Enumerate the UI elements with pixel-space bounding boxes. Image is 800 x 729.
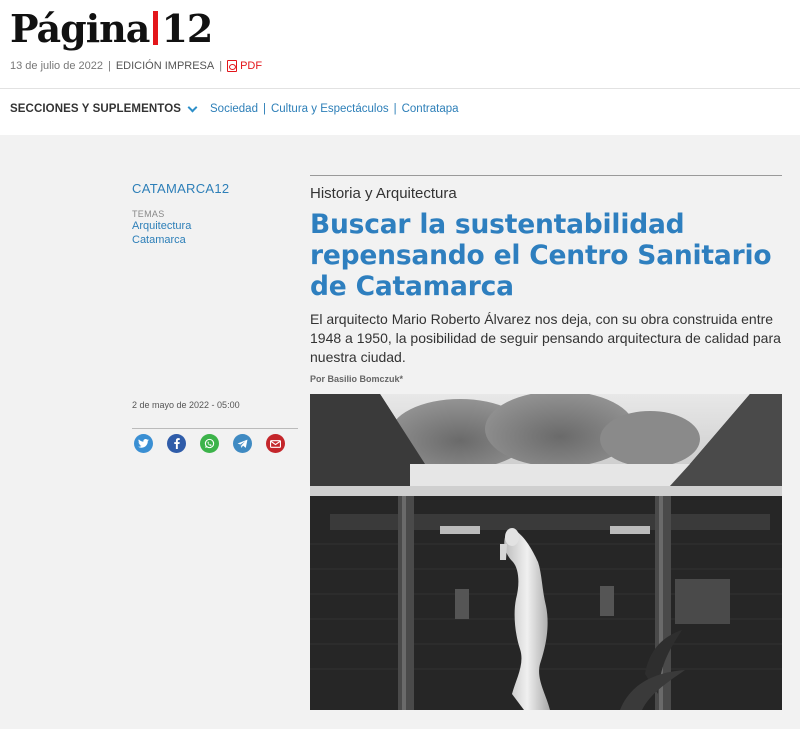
divider [132, 428, 298, 429]
pagina12-logo[interactable] [10, 4, 212, 52]
temas-label: TEMAS [132, 209, 165, 219]
facebook-icon[interactable] [167, 434, 186, 453]
logo-text-2: 12 [161, 5, 213, 51]
share-buttons [134, 434, 285, 453]
telegram-icon[interactable] [233, 434, 252, 453]
logo-red-bar [153, 11, 158, 45]
divider [0, 88, 800, 89]
article-headline: Buscar la sustentabilidad repensando el Centro Sanitario de Catamarca [310, 209, 772, 302]
twitter-icon[interactable] [134, 434, 153, 453]
logo-text-1: Página [10, 5, 150, 51]
nav-link-contratapa[interactable]: Contratapa [401, 103, 459, 115]
article-kicker: Historia y Arquitectura [310, 185, 457, 202]
article-lead: El arquitecto Mario Roberto Álvarez nos deja, con su obra construida entre 1948 a 1950, la posibilidad de seguir pensando arquitectura de calidad para nuestra ciudad. [310, 311, 781, 365]
article-photo[interactable] [310, 394, 782, 710]
chevron-down-icon[interactable] [188, 102, 198, 112]
nav-links [210, 103, 459, 115]
courtyard-sculpture-image [310, 394, 782, 710]
nav-link-sociedad[interactable]: Sociedad [210, 103, 258, 115]
divider [310, 175, 782, 176]
publish-date: 2 de mayo de 2022 - 05:00 [132, 400, 240, 410]
edition-date: 13 de julio de 2022 [10, 60, 103, 72]
separator: | [393, 103, 397, 115]
pdf-link[interactable] [227, 60, 262, 72]
section-link[interactable]: CATAMARCA12 [132, 181, 230, 196]
mail-icon[interactable] [266, 434, 285, 453]
edicion-impresa-link[interactable]: EDICIÓN IMPRESA [115, 60, 215, 72]
sections-nav [10, 103, 459, 115]
nav-link-cultura[interactable]: Cultura y Espectáculos [270, 103, 389, 115]
tema-link-arquitectura[interactable]: Arquitectura [132, 220, 192, 232]
separator: | [107, 60, 111, 72]
article-header [310, 175, 782, 384]
sections-menu-button[interactable]: SECCIONES Y SUPLEMENTOS [10, 103, 182, 115]
separator: | [219, 60, 223, 72]
tema-link-catamarca[interactable]: Catamarca [132, 234, 186, 246]
article-byline: Por Basilio Bomczuk* [310, 374, 404, 384]
article-page [0, 135, 800, 729]
dateline [10, 60, 262, 72]
article-sidebar [132, 181, 298, 410]
header [0, 0, 800, 135]
whatsapp-icon[interactable] [200, 434, 219, 453]
pdf-icon [227, 60, 237, 72]
separator: | [262, 103, 266, 115]
pdf-label: PDF [240, 60, 263, 72]
